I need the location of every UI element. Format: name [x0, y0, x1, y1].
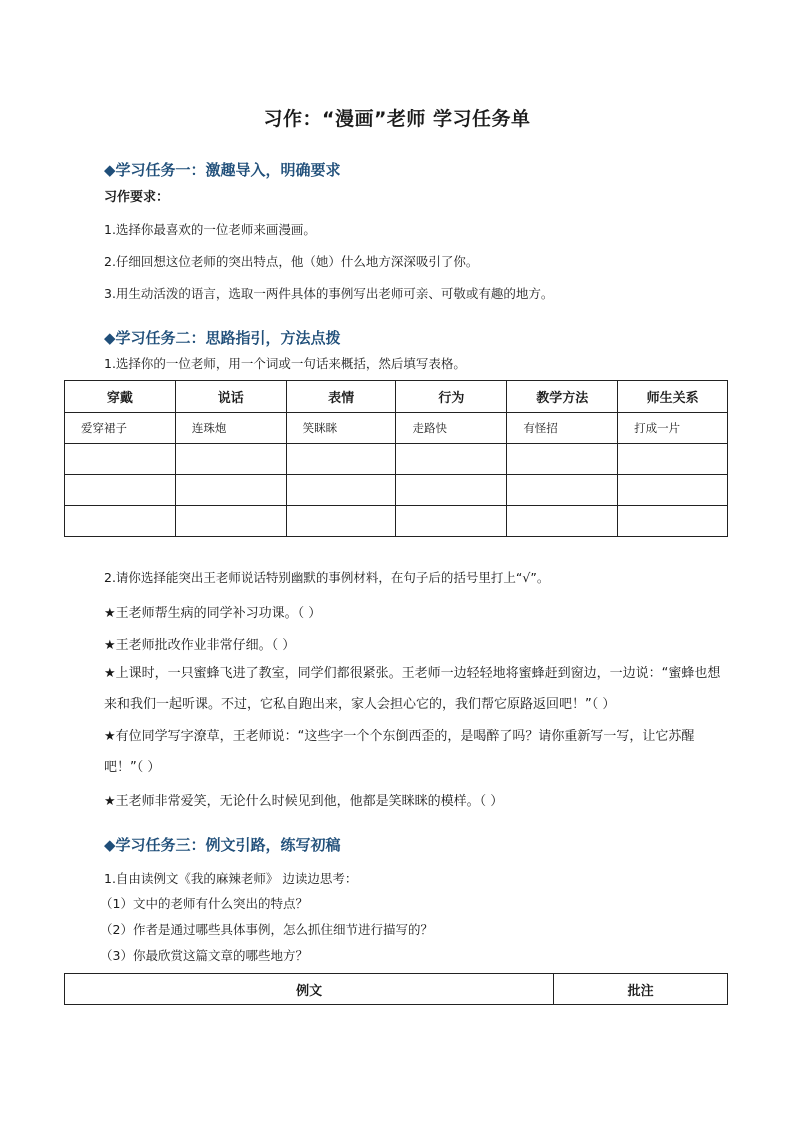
task3-question-3: （3）你最欣赏这篇文章的哪些地方？ — [100, 948, 308, 963]
table-header-example: 例文 — [65, 974, 554, 1005]
task3-intro: 1.自由读例文《我的麻辣老师》 边读边思考： — [104, 871, 358, 886]
table-header-annotation: 批注 — [554, 974, 728, 1005]
table-cell-empty[interactable] — [175, 444, 286, 475]
task1-item-2: 2.仔细回想这位老师的突出特点，他（她）什么地方深深吸引了你。 — [104, 254, 479, 269]
table-cell-empty[interactable] — [507, 444, 618, 475]
table-row-empty — [65, 506, 728, 537]
table-cell: 连珠炮 — [175, 413, 286, 444]
table-cell-empty[interactable] — [507, 506, 618, 537]
task2-heading: ◆学习任务二：思路指引，方法点拨 — [104, 329, 341, 347]
table-cell-empty[interactable] — [65, 444, 176, 475]
table-cell-empty[interactable] — [396, 475, 507, 506]
task1-item-1: 1.选择你最喜欢的一位老师来画漫画。 — [104, 222, 316, 237]
table-cell: 笑眯眯 — [286, 413, 396, 444]
table-cell: 有怪招 — [507, 413, 618, 444]
table-cell-empty[interactable] — [65, 506, 176, 537]
table-cell-empty[interactable] — [286, 444, 396, 475]
table-cell-empty[interactable] — [396, 506, 507, 537]
option-2: ★王老师批改作业非常仔细。（ ） — [104, 638, 296, 653]
table-header-row — [65, 381, 728, 413]
table-cell-empty[interactable] — [618, 506, 728, 537]
table-cell-empty[interactable] — [618, 444, 728, 475]
table-row-empty — [65, 475, 728, 506]
table-header: 教学方法 — [507, 381, 618, 413]
table-header: 表情 — [286, 381, 396, 413]
table-cell-empty[interactable] — [618, 475, 728, 506]
example-annotation-table — [64, 973, 728, 1005]
task1-item-3: 3.用生动活泼的语言，选取一两件具体的事例写出老师可亲、可敬或有趣的地方。 — [104, 286, 554, 301]
table-cell-empty[interactable] — [396, 444, 507, 475]
table-cell-empty[interactable] — [175, 506, 286, 537]
table-cell-empty[interactable] — [286, 506, 396, 537]
task3-heading: ◆学习任务三：例文引路，练写初稿 — [104, 836, 341, 854]
option-3: ★上课时，一只蜜蜂飞进了教室，同学们都很紧张。王老师一边轻轻地将蜜蜂赶到窗边，一边说：“蜜蜂也想来和我们一起听课。不过，它私自跑出来，家人会担心它的，我们帮它原路返回吧！”（ ） — [104, 666, 721, 712]
option-5: ★王老师非常爱笑，无论什么时候见到他，他都是笑眯眯的模样。（ ） — [104, 794, 504, 809]
task1-heading: ◆学习任务一：激趣导入，明确要求 — [104, 161, 341, 179]
table-header: 说话 — [175, 381, 286, 413]
table-cell-empty[interactable] — [286, 475, 396, 506]
option-1: ★王老师帮生病的同学补习功课。（ ） — [104, 606, 322, 621]
table-header: 师生关系 — [618, 381, 728, 413]
table-cell-empty[interactable] — [175, 475, 286, 506]
table-cell: 打成一片 — [618, 413, 728, 444]
table-row-empty — [65, 444, 728, 475]
table-row — [65, 413, 728, 444]
task3-question-2: （2）作者是通过哪些具体事例，怎么抓住细节进行描写的？ — [100, 922, 433, 937]
page-title: 习作：“漫画”老师 学习任务单 — [263, 108, 531, 130]
task3-question-1: （1）文中的老师有什么突出的特点？ — [100, 896, 308, 911]
table-cell-empty[interactable] — [65, 475, 176, 506]
task2-q2: 2.请你选择能突出王老师说话特别幽默的事例材料，在句子后的括号里打上“√”。 — [104, 570, 550, 585]
table-cell: 爱穿裙子 — [65, 413, 176, 444]
task1-sub: 习作要求： — [104, 190, 170, 205]
table-header-row — [65, 974, 728, 1005]
option-4: ★有位同学写字潦草，王老师说：“这些字一个个东倒西歪的，是喝醉了吗？请你重新写一写，让它苏醒吧！”（ ） — [104, 729, 695, 775]
table-cell: 走路快 — [396, 413, 507, 444]
table-header: 行为 — [396, 381, 507, 413]
task2-intro: 1.选择你的一位老师，用一个词或一句话来概括，然后填写表格。 — [104, 356, 466, 371]
table-header: 穿戴 — [65, 381, 176, 413]
traits-table — [64, 380, 728, 537]
table-cell-empty[interactable] — [507, 475, 618, 506]
